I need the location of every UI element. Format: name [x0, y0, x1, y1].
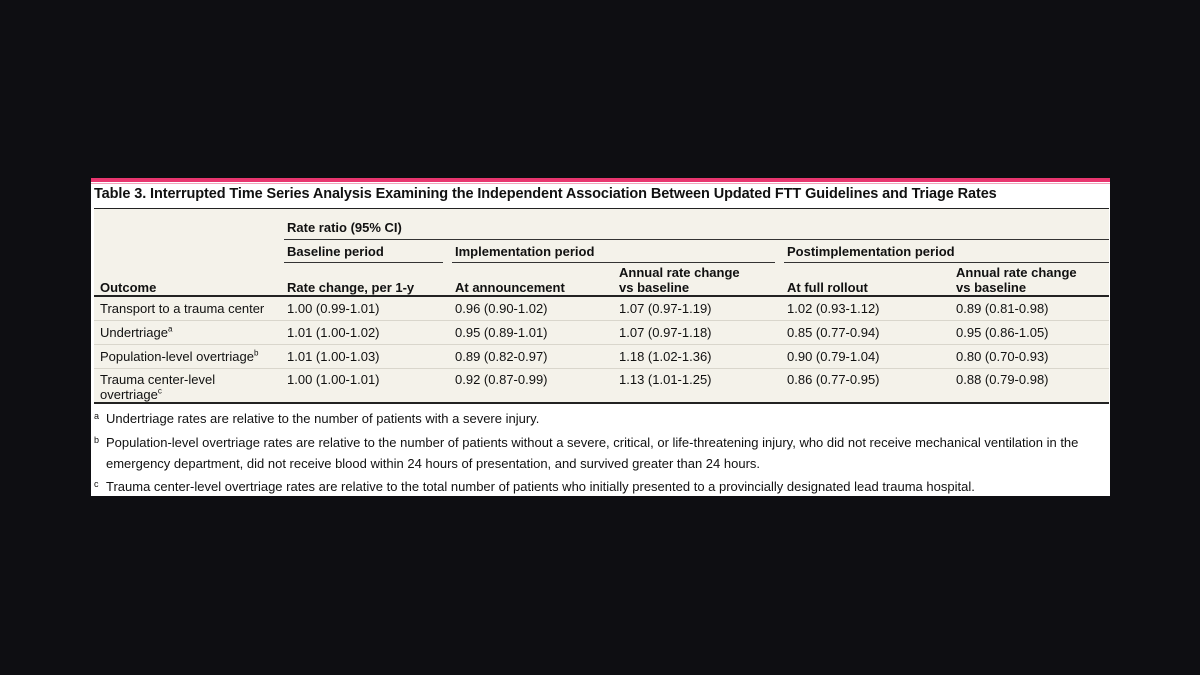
group-rule-baseline: [284, 262, 443, 263]
spanner-rule: [284, 239, 1109, 240]
header-rule: [94, 295, 1109, 297]
row-1-cell-1: 1.00 (0.99-1.01): [287, 301, 380, 316]
footnote-a: [94, 408, 1099, 429]
row-2-cell-1: 1.01 (1.00-1.02): [287, 325, 380, 340]
column-header-5: [956, 265, 1077, 295]
group-rule-postimplementation: [784, 262, 1109, 263]
column-header-outcome: Outcome: [100, 280, 157, 295]
column-header-5-line2: vs baseline: [956, 280, 1027, 295]
footnote-c-text: Trauma center-level overtriage rates are relative to the total number of patients who initially presented to a provincially designated lead trauma hospital.: [106, 479, 975, 494]
row-2-cell-4: 0.85 (0.77-0.94): [787, 325, 880, 340]
footnote-b-mark: b: [94, 435, 100, 445]
column-header-3-line2: vs baseline: [619, 280, 690, 295]
accent-bar-thin: [91, 183, 1110, 184]
footnote-b: [94, 432, 1099, 474]
spanner-header: Rate ratio (95% CI): [287, 220, 402, 235]
row-4-outcome-line2: overtriage: [100, 387, 158, 402]
group-header-baseline: Baseline period: [287, 244, 384, 259]
column-header-2: At announcement: [455, 280, 565, 295]
row-4-cell-3: 1.13 (1.01-1.25): [619, 372, 712, 387]
row-divider: [94, 344, 1109, 345]
column-header-1: Rate change, per 1-y: [287, 280, 415, 295]
row-2-cell-2: 0.95 (0.89-1.01): [455, 325, 548, 340]
column-header-5-line1: Annual rate change: [956, 265, 1077, 280]
footnote-c-mark: c: [94, 479, 99, 489]
row-1-outcome: Transport to a trauma center: [100, 301, 265, 316]
column-header-4: At full rollout: [787, 280, 868, 295]
footnote-c: [94, 476, 1099, 497]
footnote-b-line2: emergency department, did not receive blood within 24 hours of presentation, and survived greater than 24 hours.: [106, 456, 761, 471]
data-table: [94, 209, 1109, 403]
row-3-cell-5: 0.80 (0.70-0.93): [956, 349, 1049, 364]
row-4-cell-2: 0.92 (0.87-0.99): [455, 372, 548, 387]
row-4-cell-1: 1.00 (1.00-1.01): [287, 372, 380, 387]
group-header-postimplementation: Postimplementation period: [787, 244, 955, 259]
row-3-cell-3: 1.18 (1.02-1.36): [619, 349, 712, 364]
row-4-outcome-line1: Trauma center-level: [100, 372, 216, 387]
footnote-mark-a: a: [167, 324, 173, 334]
row-1-cell-5: 0.89 (0.81-0.98): [956, 301, 1049, 316]
row-2-cell-5: 0.95 (0.86-1.05): [956, 325, 1049, 340]
row-2-cell-3: 1.07 (0.97-1.18): [619, 325, 712, 340]
row-3-outcome: [100, 349, 258, 364]
row-1-cell-3: 1.07 (0.97-1.19): [619, 301, 712, 316]
row-3-outcome-text: Population-level overtriage: [100, 349, 254, 364]
accent-bar: [91, 178, 1110, 182]
row-4-cell-4: 0.86 (0.77-0.95): [787, 372, 880, 387]
footnote-a-text: Undertriage rates are relative to the number of patients with a severe injury.: [106, 411, 540, 426]
footnote-mark-c: c: [157, 386, 162, 396]
footnote-b-line1: Population-level overtriage rates are relative to the number of patients without a severe, critical, or life-threatening injury, who did not receive mechanical ventilation in the: [106, 435, 1079, 450]
row-1-cell-4: 1.02 (0.93-1.12): [787, 301, 880, 316]
table-bottom-rule: [94, 402, 1109, 404]
column-header-3-line1: Annual rate change: [619, 265, 740, 280]
row-4-cell-5: 0.88 (0.79-0.98): [956, 372, 1049, 387]
row-3-cell-1: 1.01 (1.00-1.03): [287, 349, 380, 364]
row-3-cell-4: 0.90 (0.79-1.04): [787, 349, 880, 364]
footnote-b-text: [106, 432, 1099, 474]
row-divider: [94, 320, 1109, 321]
row-divider: [94, 368, 1109, 369]
footnote-mark-b: b: [253, 348, 259, 358]
group-header-implementation: Implementation period: [455, 244, 595, 259]
group-rule-implementation: [452, 262, 775, 263]
table-title: Table 3. Interrupted Time Series Analysis Examining the Independent Association Between Updated FTT Guidelines and Triage Rates: [94, 186, 997, 202]
footnote-a-mark: a: [94, 411, 100, 421]
row-2-outcome-text: Undertriage: [100, 325, 168, 340]
table-figure: [91, 178, 1110, 496]
row-3-cell-2: 0.89 (0.82-0.97): [455, 349, 548, 364]
row-4-outcome: [100, 372, 215, 402]
row-1-cell-2: 0.96 (0.90-1.02): [455, 301, 548, 316]
column-header-3: [619, 265, 740, 295]
row-2-outcome: [100, 325, 172, 340]
